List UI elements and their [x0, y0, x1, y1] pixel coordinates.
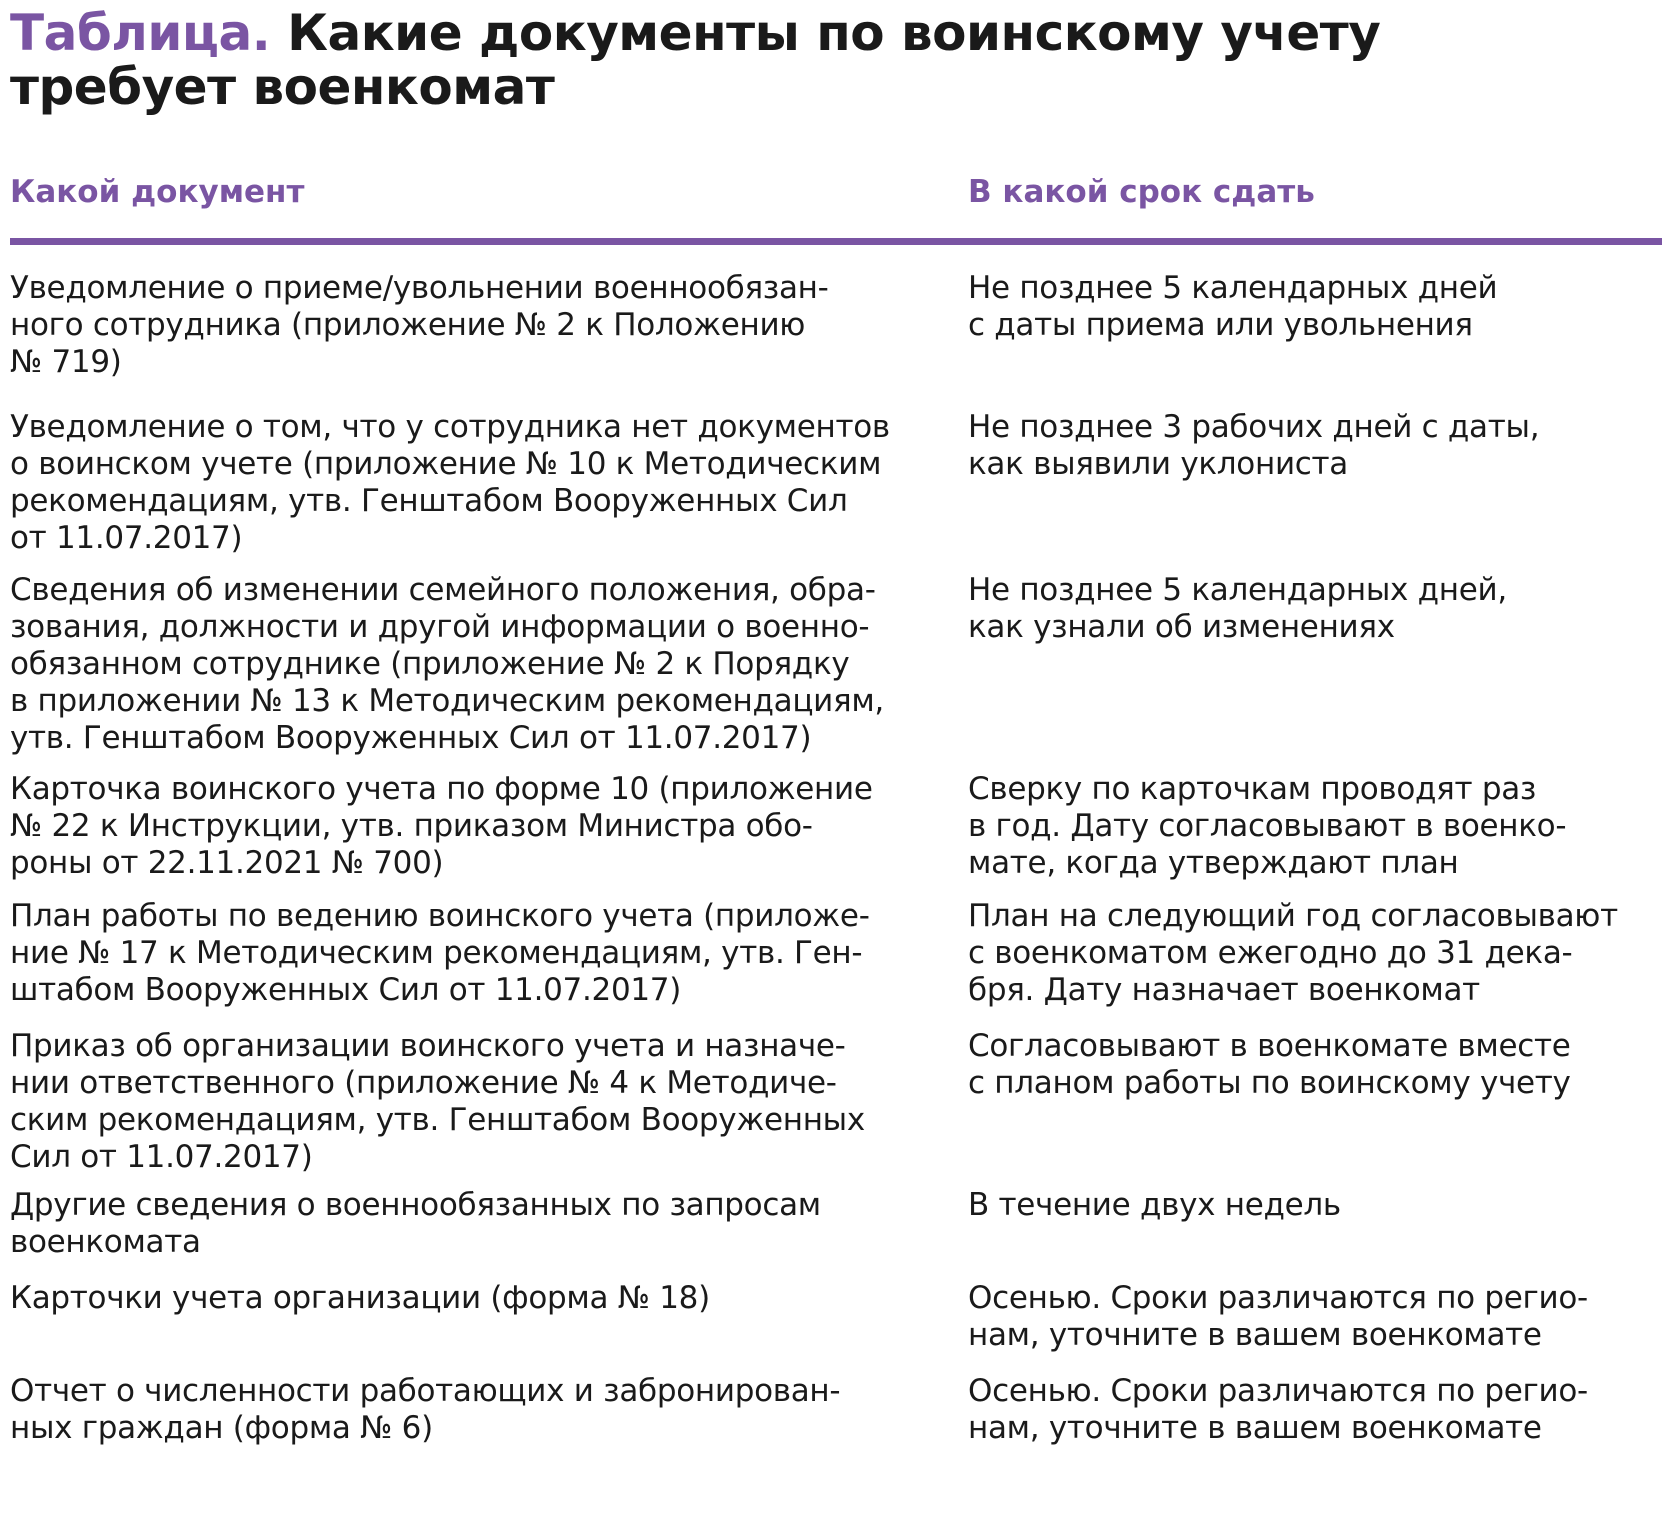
document-line: Сил от 11.07.2017): [10, 1139, 313, 1175]
document-line: обязанном сотруднике (приложение № 2 к Порядку: [10, 646, 850, 682]
deadline-line: бря. Дату назначает военкомат: [968, 972, 1480, 1008]
document-line: рекомендациям, утв. Генштабом Вооруженных Сил: [10, 483, 848, 519]
deadline-cell: [968, 1280, 1662, 1354]
deadline-line: в год. Дату согласовывают в военко-: [968, 808, 1567, 844]
deadline-cell: [968, 1373, 1662, 1447]
document-cell: [10, 409, 930, 557]
deadline-line: Не позднее 5 календарных дней: [968, 270, 1498, 306]
deadline-cell: [968, 572, 1662, 646]
document-cell: [10, 1280, 930, 1317]
document-line: от 11.07.2017): [10, 520, 243, 556]
deadline-cell: [968, 409, 1662, 483]
document-cell: [10, 898, 930, 1009]
deadline-line: Согласовывают в военкомате вместе: [968, 1028, 1571, 1064]
deadline-line: нам, уточните в вашем военкомате: [968, 1410, 1542, 1446]
deadline-line: с даты приема или увольнения: [968, 307, 1473, 343]
deadline-cell: [968, 270, 1662, 344]
document-line: Уведомление о том, что у сотрудника нет документов: [10, 409, 890, 445]
document-line: Приказ об организации воинского учета и назначе-: [10, 1028, 846, 1064]
column-header-document: Какой документ: [10, 174, 305, 210]
document-cell: [10, 1028, 930, 1176]
deadline-cell: [968, 1187, 1662, 1224]
deadline-cell: [968, 771, 1662, 882]
document-line: Карточка воинского учета по форме 10 (приложение: [10, 771, 873, 807]
document-line: нии ответственного (приложение № 4 к Методиче-: [10, 1065, 837, 1101]
document-cell: [10, 1373, 930, 1447]
deadline-cell: [968, 1028, 1662, 1102]
title-text-line1: Какие документы по воинскому учету: [287, 4, 1381, 62]
document-line: штабом Вооруженных Сил от 11.07.2017): [10, 972, 682, 1008]
document-line: военкомата: [10, 1224, 201, 1260]
deadline-line: Осенью. Сроки различаются по регио-: [968, 1373, 1588, 1409]
document-line: утв. Генштабом Вооруженных Сил от 11.07.2017): [10, 720, 812, 756]
document-line: ного сотрудника (приложение № 2 к Положению: [10, 307, 806, 343]
document-line: Сведения об изменении семейного положения, обра-: [10, 572, 876, 608]
document-line: Карточки учета организации (форма № 18): [10, 1280, 710, 1316]
deadline-line: Осенью. Сроки различаются по регио-: [968, 1280, 1588, 1316]
document-line: о воинском учете (приложение № 10 к Методическим: [10, 446, 882, 482]
document-line: в приложении № 13 к Методическим рекомендациям,: [10, 683, 884, 719]
document-cell: [10, 572, 930, 757]
document-line: № 719): [10, 344, 122, 380]
document-cell: [10, 1187, 930, 1261]
deadline-line: План на следующий год согласовывают: [968, 898, 1618, 934]
deadline-line: как узнали об изменениях: [968, 609, 1395, 645]
document-line: зования, должности и другой информации о военно-: [10, 609, 870, 645]
document-line: № 22 к Инструкции, утв. приказом Министра обо-: [10, 808, 813, 844]
title-text-line2: требует военкомат: [10, 58, 555, 116]
document-line: роны от 22.11.2021 № 700): [10, 845, 444, 881]
document-line: ных граждан (форма № 6): [10, 1410, 433, 1446]
document-line: Другие сведения о военнообязанных по запросам: [10, 1187, 821, 1223]
document-line: План работы по ведению воинского учета (приложе-: [10, 898, 870, 934]
deadline-line: Не позднее 5 календарных дней,: [968, 572, 1507, 608]
title-prefix: Таблица.: [10, 4, 271, 62]
deadline-line: мате, когда утверждают план: [968, 845, 1459, 881]
document-line: Уведомление о приеме/увольнении военнообязан-: [10, 270, 829, 306]
document-cell: [10, 270, 930, 381]
deadline-line: нам, уточните в вашем военкомате: [968, 1317, 1542, 1353]
document-line: ние № 17 к Методическим рекомендациям, утв. Ген-: [10, 935, 863, 971]
table-header: [10, 172, 1662, 212]
document-line: Отчет о численности работающих и забронирован-: [10, 1373, 841, 1409]
column-header-deadline: В какой срок сдать: [968, 174, 1315, 210]
deadline-line: Не позднее 3 рабочих дней с даты,: [968, 409, 1540, 445]
deadline-line: с планом работы по воинскому учету: [968, 1065, 1571, 1101]
deadline-line: как выявили уклониста: [968, 446, 1348, 482]
document-line: ским рекомендациям, утв. Генштабом Вооруженных: [10, 1102, 865, 1138]
header-divider: [10, 238, 1662, 245]
deadline-line: В течение двух недель: [968, 1187, 1341, 1223]
page-title: [10, 6, 1630, 114]
deadline-line: с военкоматом ежегодно до 31 дека-: [968, 935, 1573, 971]
deadline-line: Сверку по карточкам проводят раз: [968, 771, 1537, 807]
deadline-cell: [968, 898, 1662, 1009]
document-cell: [10, 771, 930, 882]
